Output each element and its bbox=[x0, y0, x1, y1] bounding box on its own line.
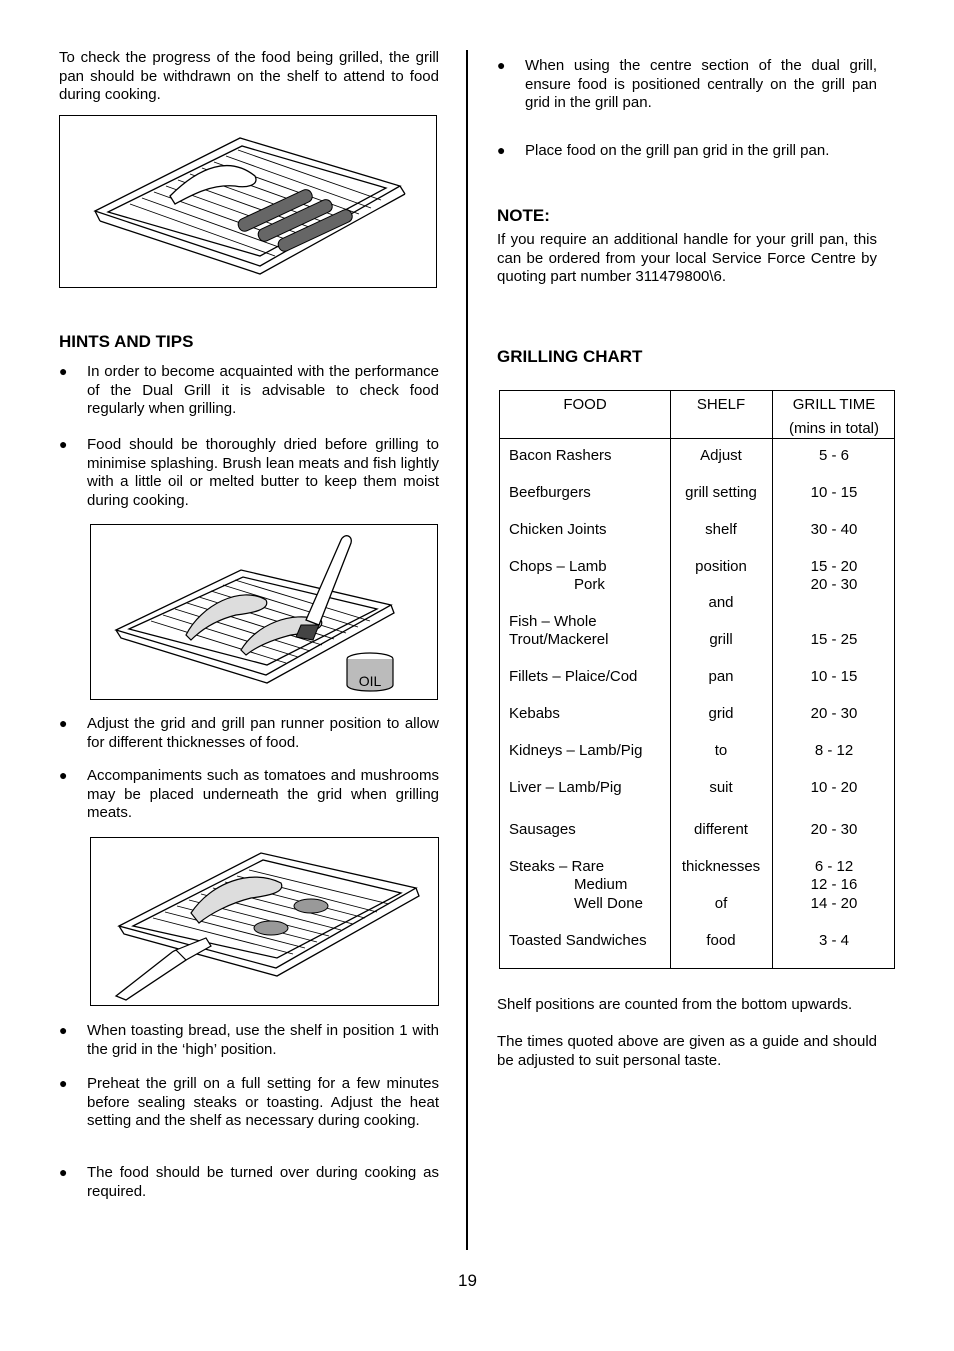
list-item: ● Accompaniments such as tomatoes and mushrooms may be placed underneath the grid when grilling meats. bbox=[59, 767, 439, 821]
grill-pan-handle-figure bbox=[90, 837, 439, 1006]
shelf-cell: different bbox=[694, 821, 748, 838]
note-text: If you require an additional handle for your grill pan, this can be ordered from your local Service Force Centre by quoting part number 311479800\6. bbox=[497, 231, 877, 285]
list-item: ● Food should be thoroughly dried before grilling to minimise splashing. Brush lean meats and fish lightly with a little oil or melted butter to keep them moist during cooking. bbox=[59, 436, 439, 509]
time-cell: 30 - 40 bbox=[810, 521, 858, 538]
bullet-icon: ● bbox=[59, 436, 68, 452]
bullet-icon: ● bbox=[59, 1022, 68, 1038]
header-grill-time-unit: (mins in total) bbox=[788, 420, 880, 437]
time-cell: 12 - 16 bbox=[810, 876, 858, 893]
food-cell: Fish – Whole bbox=[509, 613, 597, 630]
shelf-cell: suit bbox=[709, 779, 733, 796]
time-cell: 6 - 12 bbox=[814, 858, 854, 875]
time-cell: 15 - 20 bbox=[810, 558, 858, 575]
list-item: ● When toasting bread, use the shelf in position 1 with the grid in the ‘high’ position. bbox=[59, 1022, 439, 1058]
header-grill-time: GRILL TIME bbox=[792, 396, 876, 413]
food-cell: Medium bbox=[574, 876, 628, 893]
food-cell: Bacon Rashers bbox=[509, 447, 612, 464]
time-cell: 20 - 30 bbox=[810, 705, 858, 722]
time-cell: 8 - 12 bbox=[814, 742, 854, 759]
food-cell: Beefburgers bbox=[509, 484, 591, 501]
time-cell: 15 - 25 bbox=[810, 631, 858, 648]
list-item: ● The food should be turned over during cooking as required. bbox=[59, 1164, 439, 1200]
time-cell: 3 - 4 bbox=[818, 932, 849, 949]
footnote-times-guide: The times quoted above are given as a guide and should be adjusted to suit personal taste. bbox=[497, 1033, 877, 1069]
bullet-icon: ● bbox=[59, 715, 68, 731]
food-cell: Sausages bbox=[509, 821, 576, 838]
list-item: ● Preheat the grill on a full setting for a few minutes before sealing steaks or toasting. Adjust the heat setting and the shelf as necessary during cooking. bbox=[59, 1075, 439, 1129]
food-cell: Kebabs bbox=[509, 705, 560, 722]
chart-heading: GRILLING CHART bbox=[497, 347, 643, 366]
time-cell: 10 - 20 bbox=[810, 779, 858, 796]
grill-pan-figure bbox=[59, 115, 437, 288]
column-divider bbox=[466, 50, 468, 1250]
food-cell: Liver – Lamb/Pig bbox=[509, 779, 622, 796]
food-cell: Steaks – Rare bbox=[509, 858, 605, 875]
time-cell: 20 - 30 bbox=[810, 821, 858, 838]
grill-pan-sausages-illustration bbox=[60, 116, 435, 286]
food-cell: Kidneys – Lamb/Pig bbox=[509, 742, 643, 759]
bullet-icon: ● bbox=[59, 363, 68, 379]
time-cell: 20 - 30 bbox=[810, 576, 858, 593]
shelf-cell: to bbox=[714, 742, 728, 759]
shelf-cell: and bbox=[708, 594, 734, 611]
note-heading: NOTE: bbox=[497, 206, 550, 225]
bullet-icon: ● bbox=[497, 57, 506, 73]
header-shelf: SHELF bbox=[696, 396, 746, 413]
intro-paragraph: To check the progress of the food being grilled, the grill pan should be withdrawn on the shelf to attend to food during cooking. bbox=[59, 49, 439, 103]
shelf-cell: pan bbox=[708, 668, 734, 685]
time-cell: 10 - 15 bbox=[810, 668, 858, 685]
food-cell: Well Done bbox=[574, 895, 643, 912]
page-number: 19 bbox=[458, 1271, 477, 1290]
shelf-cell: grid bbox=[708, 705, 734, 722]
time-cell: 5 - 6 bbox=[818, 447, 849, 464]
shelf-cell: position bbox=[695, 558, 747, 575]
food-cell: Chicken Joints bbox=[509, 521, 607, 538]
brushing-oil-illustration bbox=[91, 525, 436, 698]
food-cell: Chops – Lamb bbox=[509, 558, 607, 575]
list-item: ● When using the centre section of the dual grill, ensure food is positioned centrally on the grill pan grid in the grill pan. bbox=[497, 57, 877, 111]
shelf-cell: thicknesses bbox=[681, 858, 761, 875]
bullet-icon: ● bbox=[59, 1075, 68, 1091]
time-cell: 10 - 15 bbox=[810, 484, 858, 501]
food-cell: Trout/Mackerel bbox=[509, 631, 609, 648]
food-cell: Fillets – Plaice/Cod bbox=[509, 668, 638, 685]
hints-heading: HINTS AND TIPS bbox=[59, 332, 194, 351]
header-food: FOOD bbox=[563, 396, 607, 413]
grilling-chart-table bbox=[499, 390, 895, 969]
list-item: ● Adjust the grid and grill pan runner position to allow for different thicknesses of food. bbox=[59, 715, 439, 751]
shelf-cell: shelf bbox=[705, 521, 737, 538]
oil-label: OIL bbox=[358, 673, 382, 689]
shelf-cell: Adjust bbox=[700, 447, 742, 464]
food-cell: Toasted Sandwiches bbox=[509, 932, 647, 949]
shelf-cell: grill setting bbox=[685, 484, 757, 501]
time-cell: 14 - 20 bbox=[810, 895, 858, 912]
footnote-shelf-positions: Shelf positions are counted from the bottom upwards. bbox=[497, 996, 853, 1013]
food-cell: Pork bbox=[574, 576, 605, 593]
list-item: ● In order to become acquainted with the performance of the Dual Grill it is advisable to check food regularly when grilling. bbox=[59, 363, 439, 417]
bullet-icon: ● bbox=[497, 142, 506, 158]
shelf-cell: grill bbox=[709, 631, 733, 648]
shelf-cell: of bbox=[714, 895, 728, 912]
shelf-cell: food bbox=[706, 932, 736, 949]
list-item: ● Place food on the grill pan grid in the grill pan. bbox=[497, 142, 830, 159]
bullet-icon: ● bbox=[59, 1164, 68, 1180]
bullet-icon: ● bbox=[59, 767, 68, 783]
brushing-oil-figure bbox=[90, 524, 438, 700]
grill-pan-handle-illustration bbox=[91, 838, 437, 1004]
